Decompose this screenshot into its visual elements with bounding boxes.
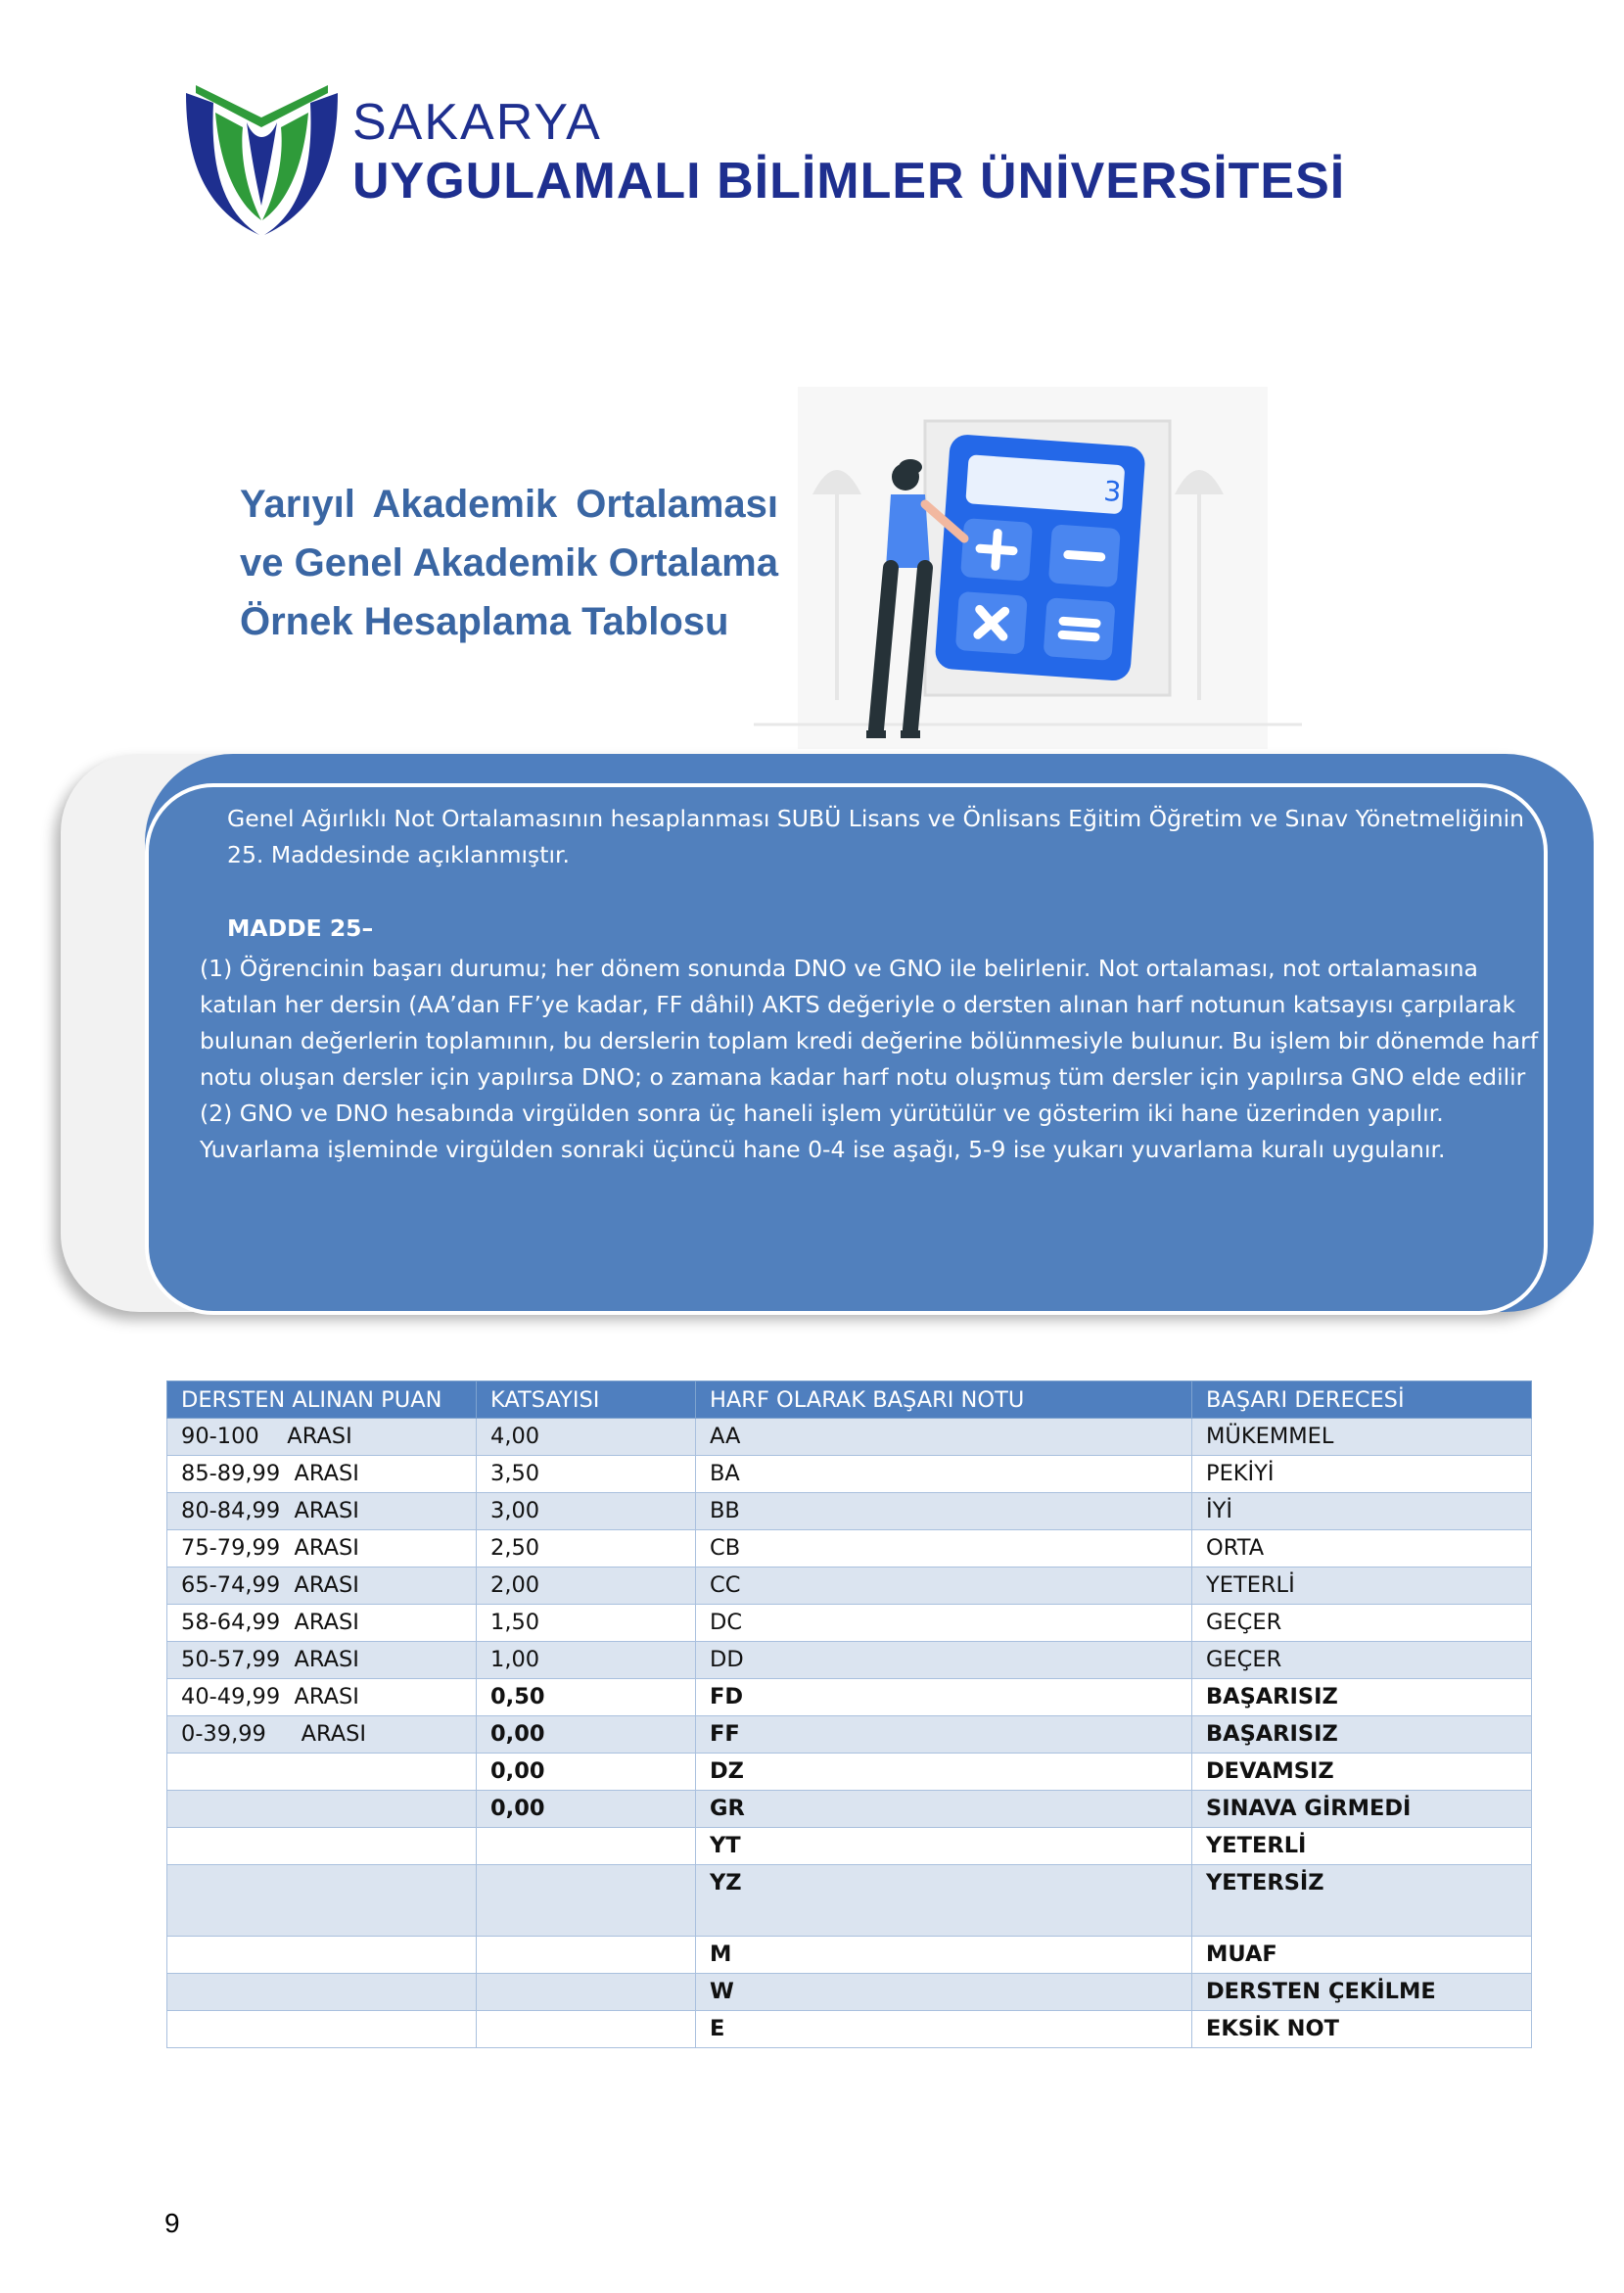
cell-harf: CC [696, 1568, 1192, 1605]
cell-puan: 40-49,99 ARASI [167, 1679, 477, 1716]
cell-puan: 65-74,99 ARASI [167, 1568, 477, 1605]
article-paragraph-1: (1) Öğrencinin başarı durumu; her dönem sonunda DNO ve GNO ile belirlenir. Not ortalaması, not ortalamasına katılan her dersin (AA’dan FF’ye kadar, FF dâhil) AKTS değeriyle o dersten alınan harf notunun katsayısı çarpılarak bulunan değerlerin toplamının, bu derslerin toplam kredi değerine bölünmesiyle bulunur. Bu işlem bir dönemde harf notu oluşan dersler için yapılırsa DNO; o zamana kadar harf notu oluşmuş tüm dersler için yapılırsa GNO elde edilir [200, 955, 1539, 1091]
table-row [167, 2011, 1532, 2048]
cell-katsayi: 3,50 [477, 1456, 696, 1493]
cell-derece: PEKİYİ [1192, 1456, 1532, 1493]
cell-derece: EKSİK NOT [1192, 2011, 1532, 2048]
cell-harf: CB [696, 1530, 1192, 1568]
cell-derece: DEVAMSIZ [1192, 1754, 1532, 1791]
cell-katsayi [477, 1865, 696, 1937]
regulation-card [200, 801, 1558, 1168]
table-row [167, 1419, 1532, 1456]
cell-katsayi [477, 1974, 696, 2011]
cell-katsayi [477, 1828, 696, 1865]
cell-katsayi: 0,00 [477, 1754, 696, 1791]
calculator-illustration [754, 377, 1302, 764]
cell-katsayi: 3,00 [477, 1493, 696, 1530]
cell-katsayi: 1,50 [477, 1605, 696, 1642]
cell-katsayi: 0,00 [477, 1716, 696, 1754]
cell-katsayi: 1,00 [477, 1642, 696, 1679]
cell-puan: 58-64,99 ARASI [167, 1605, 477, 1642]
cell-katsayi: 0,50 [477, 1679, 696, 1716]
header-katsayi: KATSAYISI [477, 1381, 696, 1419]
cell-harf: DC [696, 1605, 1192, 1642]
svg-text:3: 3 [1102, 474, 1123, 509]
cell-puan: 75-79,99 ARASI [167, 1530, 477, 1568]
table-row [167, 1679, 1532, 1716]
cell-derece: SINAVA GİRMEDİ [1192, 1791, 1532, 1828]
title-line: ve Genel Akademik Ortalama [240, 541, 778, 585]
table-row [167, 1568, 1532, 1605]
cell-katsayi: 0,00 [477, 1791, 696, 1828]
title-line: Örnek Hesaplama Tablosu [240, 600, 729, 643]
article-title: MADDE 25– [227, 914, 374, 942]
table-row [167, 1974, 1532, 2011]
cell-puan: 80-84,99 ARASI [167, 1493, 477, 1530]
cell-harf: BB [696, 1493, 1192, 1530]
cell-puan: 90-100 ARASI [167, 1419, 477, 1456]
cell-harf: YT [696, 1828, 1192, 1865]
table-row [167, 1642, 1532, 1679]
table-row [167, 1456, 1532, 1493]
title-line: Yarıyıl Akademik Ortalaması [240, 483, 778, 526]
table-header-row [167, 1381, 1532, 1419]
cell-harf: GR [696, 1791, 1192, 1828]
cell-harf: YZ [696, 1865, 1192, 1937]
cell-derece: BAŞARISIZ [1192, 1679, 1532, 1716]
table-row [167, 1530, 1532, 1568]
table-row [167, 1937, 1532, 1974]
page-number: 9 [164, 2208, 180, 2238]
cell-harf: FF [696, 1716, 1192, 1754]
cell-harf: M [696, 1937, 1192, 1974]
cell-puan [167, 1828, 477, 1865]
card-intro: Genel Ağırlıklı Not Ortalamasının hesaplanması SUBÜ Lisans ve Önlisans Eğitim Öğretim ve Sınav Yönetmeliğinin 25. Maddesinde açıklanmıştır. [227, 805, 1525, 868]
header-puan: DERSTEN ALINAN PUAN [167, 1381, 477, 1419]
cell-katsayi [477, 2011, 696, 2048]
cell-derece: DERSTEN ÇEKİLME [1192, 1974, 1532, 2011]
cell-derece: MÜKEMMEL [1192, 1419, 1532, 1456]
cell-derece: GEÇER [1192, 1642, 1532, 1679]
cell-puan: 50-57,99 ARASI [167, 1642, 477, 1679]
table-row [167, 1865, 1532, 1937]
university-name-line1: SAKARYA [352, 94, 602, 151]
cell-harf: E [696, 2011, 1192, 2048]
cell-puan: 85-89,99 ARASI [167, 1456, 477, 1493]
university-logo [176, 73, 348, 245]
table-row [167, 1791, 1532, 1828]
cell-derece: YETERLİ [1192, 1828, 1532, 1865]
cell-puan [167, 1937, 477, 1974]
cell-derece: YETERSİZ [1192, 1865, 1532, 1937]
cell-derece: ORTA [1192, 1530, 1532, 1568]
cell-puan [167, 1754, 477, 1791]
table-row [167, 1493, 1532, 1530]
cell-puan: 0-39,99 ARASI [167, 1716, 477, 1754]
cell-harf: W [696, 1974, 1192, 2011]
header-harf: HARF OLARAK BAŞARI NOTU [696, 1381, 1192, 1419]
grade-table [166, 1380, 1532, 2048]
cell-harf: DZ [696, 1754, 1192, 1791]
cell-harf: AA [696, 1419, 1192, 1456]
cell-puan [167, 2011, 477, 2048]
cell-puan [167, 1865, 477, 1937]
table-row [167, 1716, 1532, 1754]
cell-derece: BAŞARISIZ [1192, 1716, 1532, 1754]
cell-katsayi [477, 1937, 696, 1974]
cell-derece: MUAF [1192, 1937, 1532, 1974]
table-row [167, 1754, 1532, 1791]
cell-harf: DD [696, 1642, 1192, 1679]
header-derece: BAŞARI DERECESİ [1192, 1381, 1532, 1419]
cell-harf: BA [696, 1456, 1192, 1493]
cell-katsayi: 2,00 [477, 1568, 696, 1605]
article-paragraph-2: (2) GNO ve DNO hesabında virgülden sonra üç haneli işlem yürütülür ve gösterim iki hane üzerinden yapılır. Yuvarlama işleminde virgülden sonraki üçüncü hane 0-4 ise aşağı, 5-9 ise yukarı yuvarlama kuralı uygulanır. [200, 1100, 1446, 1163]
table-row [167, 1605, 1532, 1642]
cell-katsayi: 2,50 [477, 1530, 696, 1568]
cell-derece: YETERLİ [1192, 1568, 1532, 1605]
cell-puan [167, 1974, 477, 2011]
cell-derece: İYİ [1192, 1493, 1532, 1530]
table-row [167, 1828, 1532, 1865]
cell-harf: FD [696, 1679, 1192, 1716]
cell-puan [167, 1791, 477, 1828]
cell-katsayi: 4,00 [477, 1419, 696, 1456]
cell-derece: GEÇER [1192, 1605, 1532, 1642]
page-title [240, 475, 778, 651]
university-name-line2: UYGULAMALI BİLİMLER ÜNİVERSİTESİ [352, 153, 1346, 210]
